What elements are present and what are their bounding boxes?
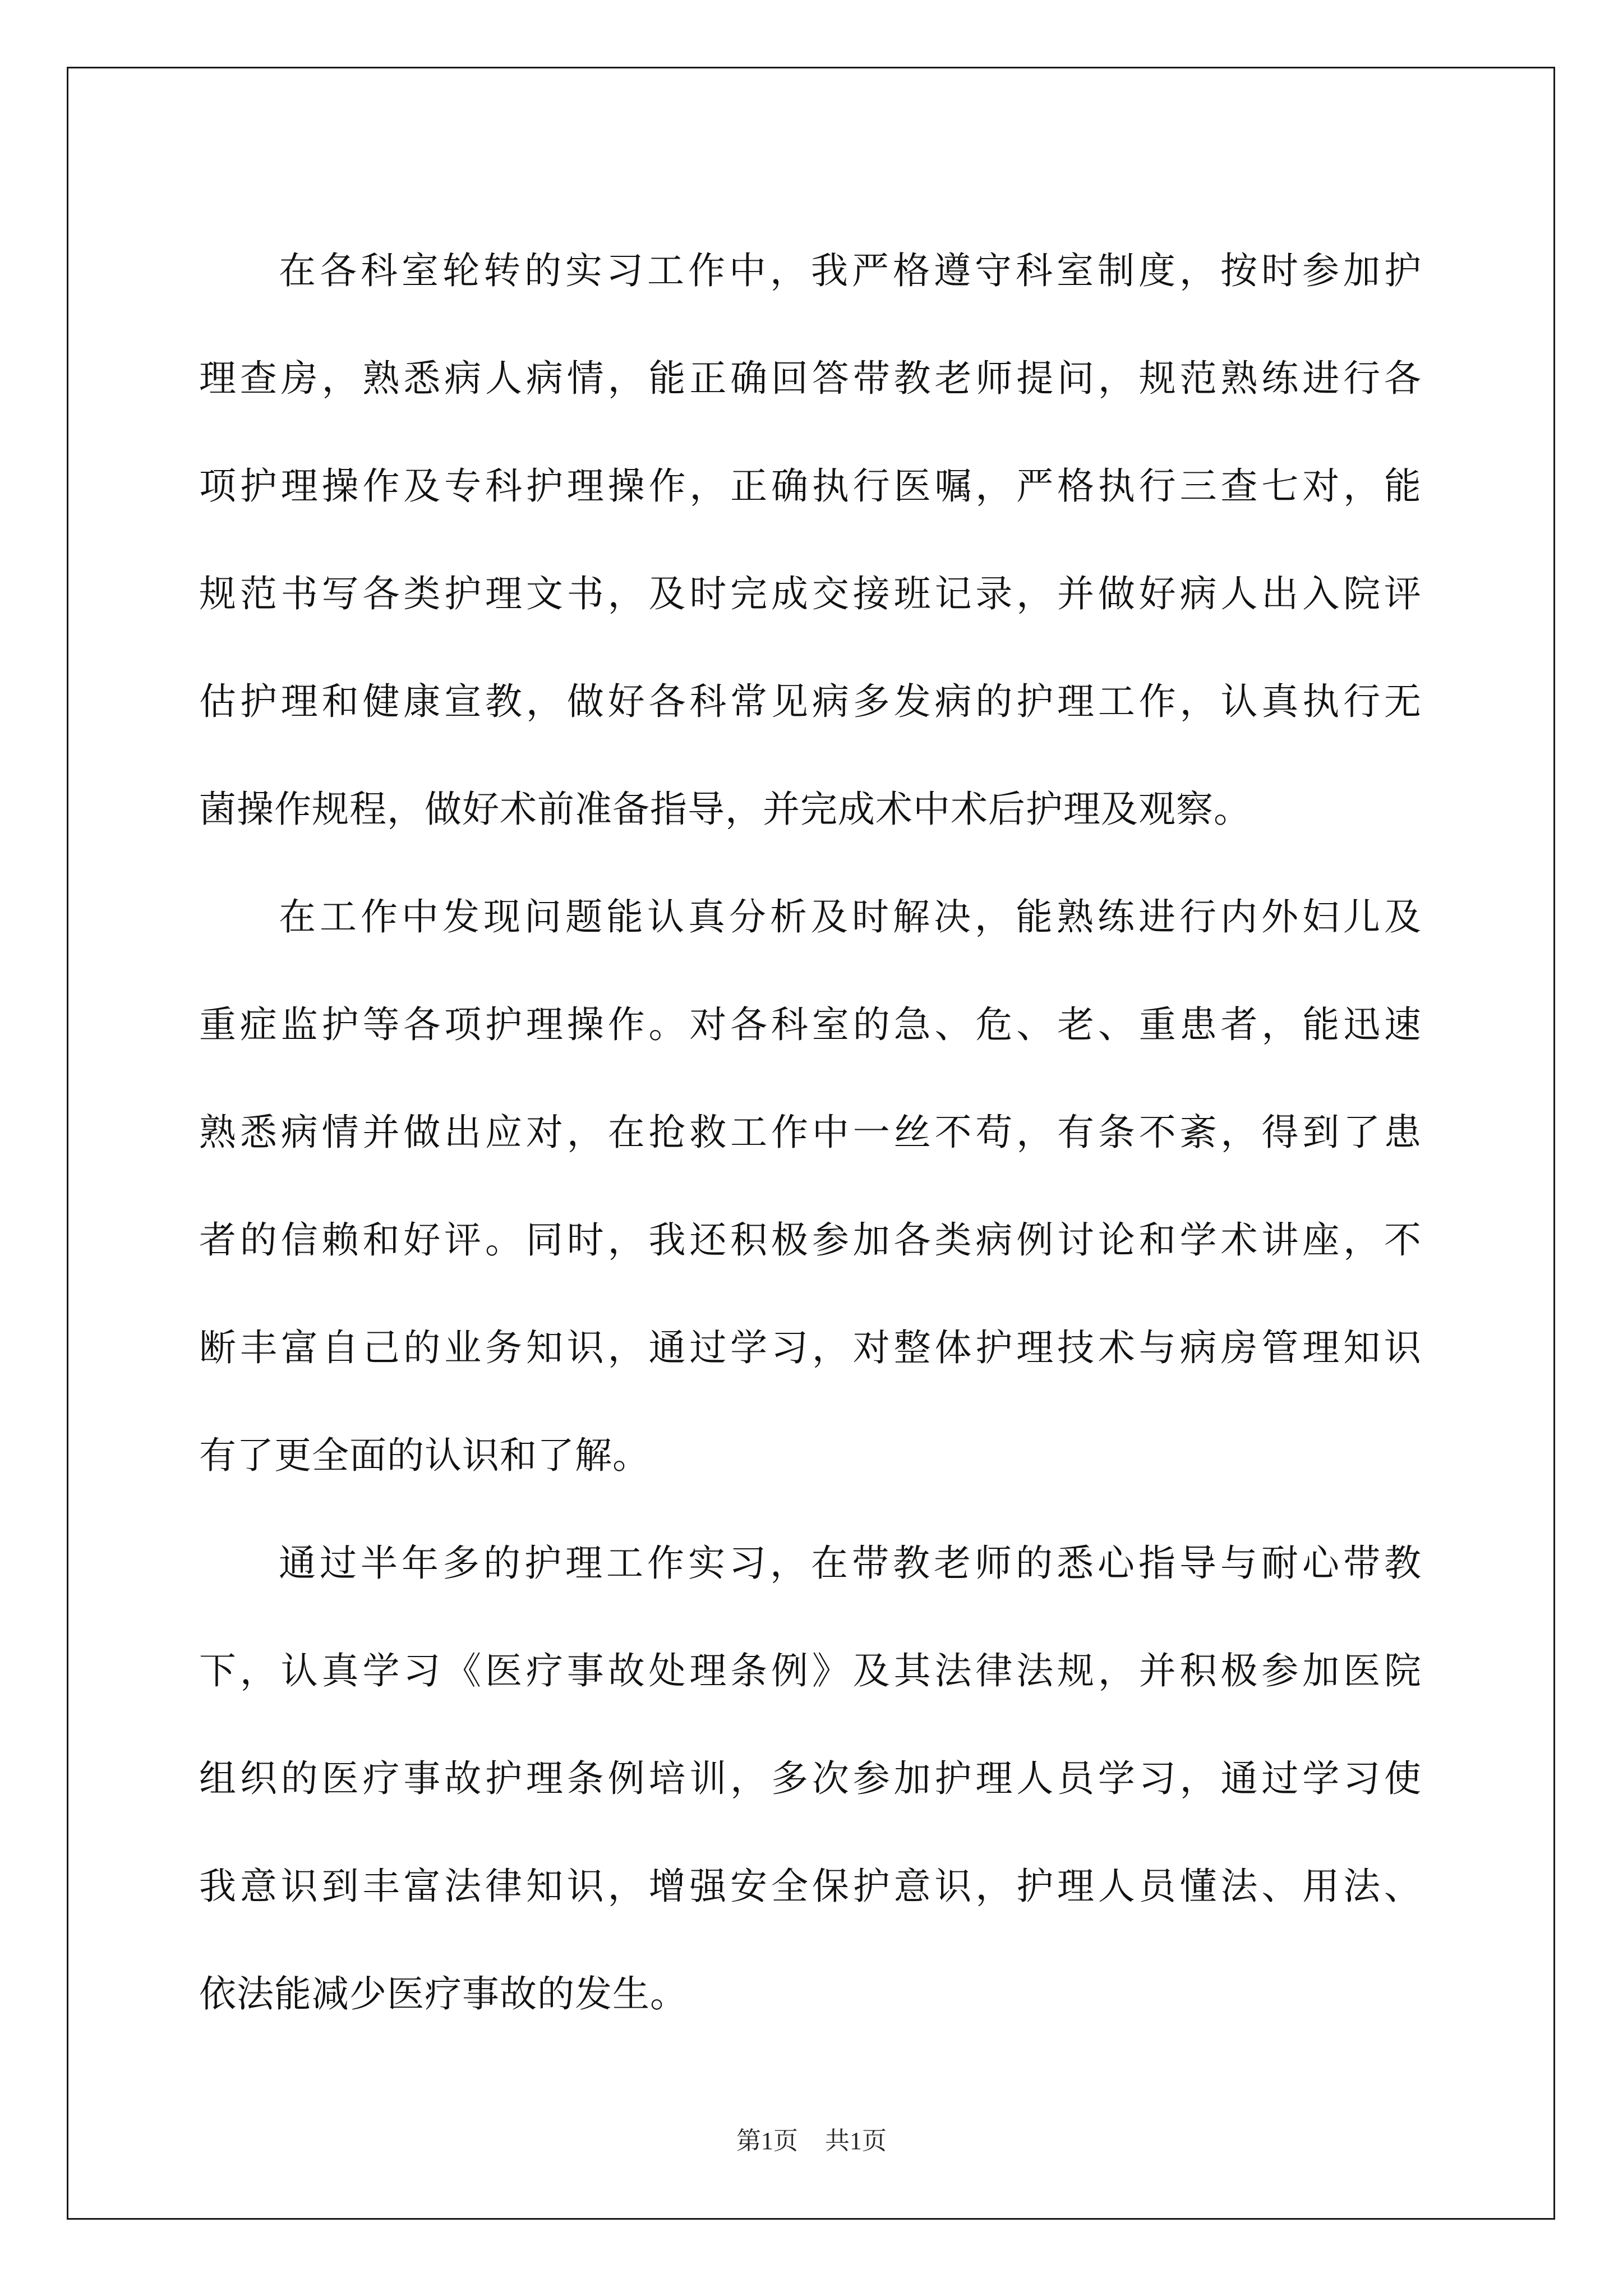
page-number: 第1页 xyxy=(736,2127,798,2155)
paragraph-3-line-4: 我 意 识 到 丰 富 法 律 知 识 ， 增 强 安 全 保 护 意 识 ， 护 理 人 员 懂 法 、 用 法 、 xyxy=(199,1864,1422,1908)
paragraph-1-line-6: 菌操作规程，做好术前准备指导，并完成术中术后护理及观察。 xyxy=(199,787,1251,831)
paragraph-2-line-5: 断 丰 富 自 己 的 业 务 知 识 ， 通 过 学 习 ， 对 整 体 护 理 技 术 与 病 房 管 理 知 识 xyxy=(199,1326,1422,1369)
paragraph-1-line-3: 项 护 理 操 作 及 专 科 护 理 操 作 ， 正 确 执 行 医 嘱 ， 严 格 执 行 三 查 七 对 ， 能 xyxy=(199,464,1422,508)
paragraph-3-line-5: 依法能减少医疗事故的发生。 xyxy=(199,1972,688,2016)
paragraph-3-line-1: 通 过 半 年 多 的 护 理 工 作 实 习 ， 在 带 教 老 师 的 悉 心 指 导 与 耐 心 带 教 xyxy=(279,1541,1422,1585)
paragraph-3-line-3: 组 织 的 医 疗 事 故 护 理 条 例 培 训 ， 多 次 参 加 护 理 人 员 学 习 ， 通 过 学 习 使 xyxy=(199,1756,1422,1800)
page-footer xyxy=(0,2120,1623,2156)
paragraph-1-line-2: 理 查 房 ， 熟 悉 病 人 病 情 ， 能 正 确 回 答 带 教 老 师 提 问 ， 规 范 熟 练 进 行 各 xyxy=(199,356,1422,400)
paragraph-3-line-2: 下 ， 认 真 学 习 《 医 疗 事 故 处 理 条 例 》 及 其 法 律 法 规 ， 并 积 极 参 加 医 院 xyxy=(199,1649,1422,1692)
paragraph-2-line-2: 重 症 监 护 等 各 项 护 理 操 作 。 对 各 科 室 的 急 、 危 、 老 、 重 患 者 ， 能 迅 速 xyxy=(199,1002,1422,1046)
paragraph-1-line-5: 估 护 理 和 健 康 宣 教 ， 做 好 各 科 常 见 病 多 发 病 的 护 理 工 作 ， 认 真 执 行 无 xyxy=(199,679,1422,723)
paragraph-2-line-4: 者 的 信 赖 和 好 评 。 同 时 ， 我 还 积 极 参 加 各 类 病 例 讨 论 和 学 术 讲 座 ， 不 xyxy=(199,1218,1422,1262)
paragraph-1-line-4: 规 范 书 写 各 类 护 理 文 书 ， 及 时 完 成 交 接 班 记 录 ， 并 做 好 病 人 出 入 院 评 xyxy=(199,572,1422,615)
document-body xyxy=(199,213,1422,2044)
page-total: 共1页 xyxy=(825,2127,887,2155)
paragraph-2-line-6: 有了更全面的认识和了解。 xyxy=(199,1433,650,1477)
paragraph-2-line-3: 熟 悉 病 情 并 做 出 应 对 ， 在 抢 救 工 作 中 一 丝 不 苟 ， 有 条 不 紊 ， 得 到 了 患 xyxy=(199,1110,1422,1154)
paragraph-2-line-1: 在 工 作 中 发 现 问 题 能 认 真 分 析 及 时 解 决 ， 能 熟 练 进 行 内 外 妇 儿 及 xyxy=(279,895,1422,938)
paragraph-1-line-1: 在 各 科 室 轮 转 的 实 习 工 作 中 ， 我 严 格 遵 守 科 室 制 度 ， 按 时 参 加 护 xyxy=(279,249,1422,292)
